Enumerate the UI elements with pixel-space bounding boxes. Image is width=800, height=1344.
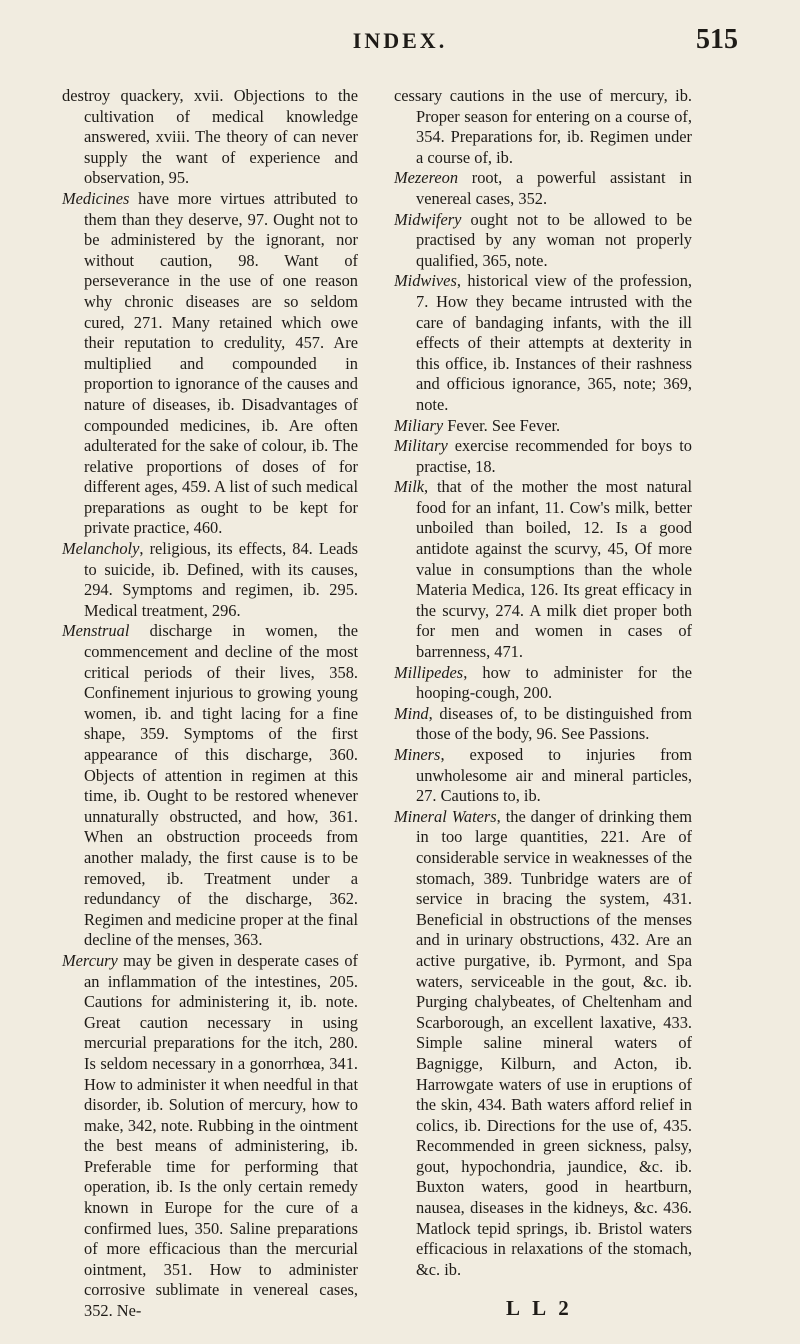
index-entry	[394, 807, 692, 1281]
entry-text: , how to administer for the hooping-cough, 200.	[416, 662, 692, 703]
index-entry	[62, 86, 358, 189]
index-entry	[394, 663, 692, 704]
entry-head: Medicines	[62, 188, 130, 208]
entry-head: Miners	[394, 745, 441, 764]
entry-text: , historical view of the profession, 7. How they became intrusted with the care of bandaging infants, with the ill effects of their attempts at dexterity in this office, ib. Instances of their rashness and officious ignorance, 365, note; 369, note.	[416, 271, 692, 414]
entry-head: Mezereon	[394, 168, 459, 188]
entry-head: Mind	[394, 703, 429, 723]
entry-text: root, a powerful assistant in venereal cases, 352.	[416, 168, 692, 208]
entry-text: , diseases of, to be distinguished from those of the body, 96. See Passions.	[416, 703, 692, 744]
index-entry	[62, 951, 358, 1322]
entry-head: Mercury	[62, 950, 118, 970]
running-head	[0, 20, 800, 60]
entry-text: discharge in women, the commencement and decline of the most critical periods of their lives, 358. Confinement injurious to growing young women, ib. and tight lacing for a fine shape, 359. Symptoms of the first appearance of this discharge, 360. Objects of attention in regimen at this time, ib. Ought to be restored whenever unnaturally obstructed, and how, 361. When an obstruction proceeds from another malady, the first cause is to be removed, ib. Treatment under a redundancy of the discharge, 362. Regimen and medicine proper at the final decline of the menses, 363.	[84, 621, 358, 950]
entry-text: destroy quackery, xvii. Objections to the cultivation of medical knowledge answered, xviii. The theory of can never supply the want of experience and observation, 95.	[62, 86, 358, 188]
entry-text: , religious, its effects, 84. Leads to suicide, ib. Defined, with its causes, 294. Symptoms and regimen, ib. 295. Medical treatment, 296.	[84, 539, 358, 620]
signature-mark: L L 2	[506, 1296, 573, 1320]
index-entry	[394, 86, 692, 168]
entry-text: may be given in desperate cases of an inflammation of the intestines, 205. Cautions for administering it, ib. note. Great caution necessary in using mercurial preparations for the itch, 280. Is seldom necessary in a gonorrhœa, 341. How to administer it when needful in that disorder, ib. Solution of mercury, how to make, 342, note. Rubbing in the ointment the best means of administering, ib. Preferable time for performing that operation, ib. Is the only certain remedy known in Europe for the cure of a confirmed lues, 350. Saline preparations of more efficacious than the mercurial ointment, 351. How to administer corrosive sublimate in venereal cases, 352. Ne-	[84, 950, 358, 1321]
index-entry	[394, 704, 692, 745]
entry-head: Miliary	[394, 415, 444, 435]
right-column	[394, 86, 692, 1280]
entry-text: , exposed to injuries from unwholesome air and mineral particles, 27. Cautions to, ib.	[416, 745, 692, 806]
entry-head: Midwives	[394, 271, 457, 291]
index-entry	[394, 210, 692, 272]
index-entry	[62, 539, 358, 621]
entry-text: have more virtues attributed to them than they deserve, 97. Ought not to be administered by the ignorant, nor without caution, 98. Want of perseverance in the use of one reason why chronic diseases are so seldom cured, 271. Many retained which owe their reputation to credulity, 457. Are multiplied and compounded in proportion to ignorance of the causes and nature of diseases, ib. Disadvantages of compounded medicines, ib. Are often adulterated for the sake of colour, ib. The relative proportions of doses of for different ages, 459. A list of such medical preparations as ought to be kept for private practice, 460.	[84, 188, 358, 538]
entry-head: Mineral Waters	[394, 806, 497, 826]
page-title: INDEX.	[352, 28, 448, 53]
entry-text: Fever. See Fever.	[443, 415, 561, 435]
entry-head: Millipedes	[394, 662, 464, 682]
entry-head: Military	[394, 436, 448, 456]
index-entry	[394, 745, 692, 807]
index-entry	[62, 189, 358, 539]
index-entry	[394, 416, 692, 437]
entry-text: , that of the mother the most natural food for an infant, 11. Cow's milk, better unboiled than boiled, 12. Is a good antidote against the scurvy, 45, Of more value in consumptions than the whole Materia Medica, 126. Its great efficacy in the scurvy, 274. A milk diet proper both for men and women in cases of barrenness, 471.	[416, 477, 692, 662]
entry-text: ought not to be allowed to be practised by any woman not properly qualified, 365, note.	[416, 209, 692, 270]
index-entry	[62, 621, 358, 951]
entry-text: exercise recommended for boys to practise, 18.	[416, 436, 692, 476]
entry-head: Midwifery	[394, 209, 462, 229]
index-entry	[394, 271, 692, 415]
entry-head: Milk	[394, 477, 425, 497]
index-entry	[394, 168, 692, 209]
entry-head: Melancholy	[62, 539, 140, 559]
entry-text: , the danger of drinking them in too large quantities, 221. Are of considerable service in weaknesses of the stomach, 389. Tunbridge waters are of service in bracing the system, 431. Beneficial in obstructions of the menses and in urinary obstructions, 432. Are an active purgative, ib. Pyrmont, and Spa waters, serviceable in the gout, &c. ib. Purging chalybeates, of Cheltenham and Scarborough, an excellent laxative, 433. Simple saline mineral waters of Bagnigge, Kilburn, and Acton, ib. Harrowgate waters of use in eruptions of the skin, 434. Bath waters afford relief in colics, ib. Directions for the use of, 435. Recommended in green sickness, palsy, gout, hypochondria, jaundice, &c. ib. Buxton waters, good in heartburn, nausea, diseases in the kidneys, &c. 436. Matlock tepid springs, ib. Bristol waters efficacious in relaxations of the stomach, &c. ib.	[416, 806, 692, 1279]
index-entry	[394, 436, 692, 477]
index-entry	[394, 477, 692, 662]
entry-head: Menstrual	[62, 621, 130, 641]
page-number: 515	[696, 24, 738, 55]
left-column	[62, 86, 358, 1322]
entry-text: cessary cautions in the use of mercury, ib. Proper season for entering on a course of, 354. Preparations for, ib. Regimen under a course of, ib.	[394, 86, 692, 167]
